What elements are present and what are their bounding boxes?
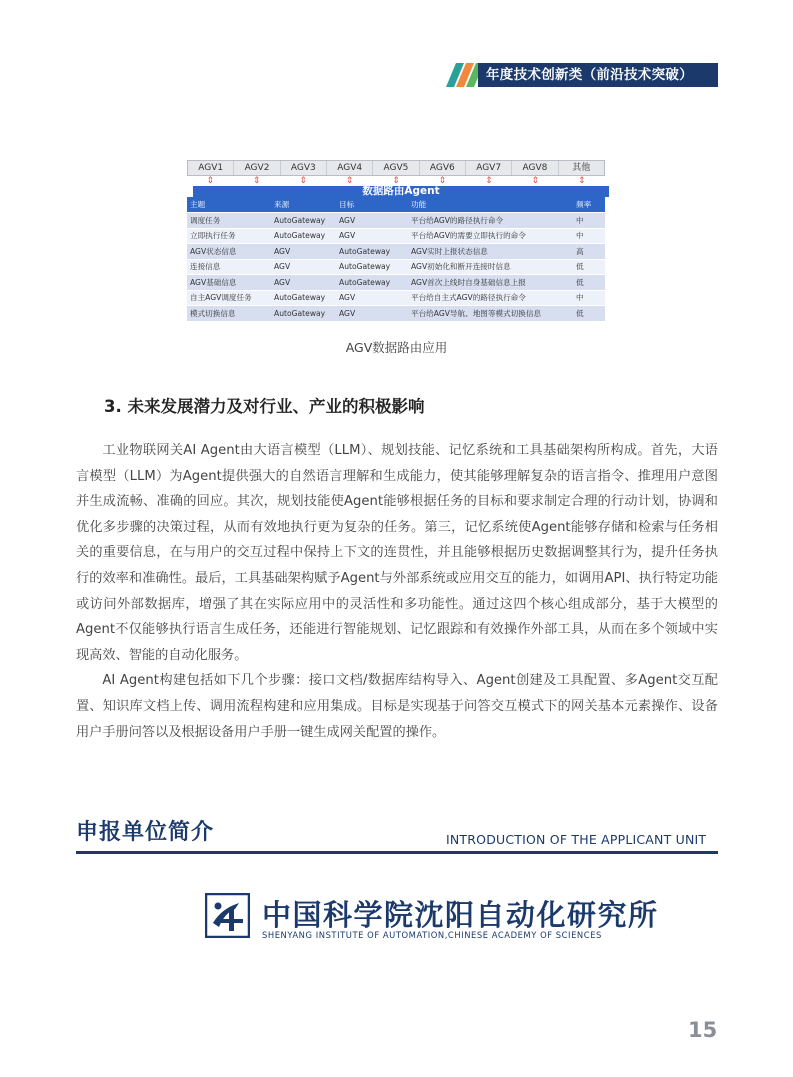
agv-label: AGV3 — [281, 161, 327, 175]
table-row — [187, 306, 605, 322]
sia-logo-icon — [205, 893, 250, 938]
bidirectional-arrow-icon: ⇕ — [438, 176, 447, 186]
table-row — [187, 213, 605, 229]
agv-label: AGV6 — [420, 161, 466, 175]
routing-table-body — [187, 213, 605, 322]
bidirectional-arrow-icon: ⇕ — [206, 176, 214, 186]
table-row — [187, 228, 605, 244]
table-cell: AGV状态信息 — [187, 244, 271, 260]
table-cell: AGV — [336, 228, 408, 244]
table-cell: 平台给自主式AGV的路径执行命令 — [408, 290, 573, 306]
table-header-cell: 主题 — [187, 197, 271, 213]
unit-section-title-en: INTRODUCTION OF THE APPLICANT UNIT — [446, 832, 707, 847]
paragraph-1: 工业物联网关AI Agent由大语言模型（LLM）、规划技能、记忆系统和工具基础架构所构成。首先，大语言模型（LLM）为Agent提供强大的自然语言理解和生成能力，使其能够理解复杂的语言指令、推理用户意图并生成流畅、准确的回应。其次，规划技能使Agent能够根据任务的目标和要求制定合理的行动计划，协调和优化多步骤的决策过程，从而有效地执行更为复杂的任务。第三，记忆系统使Agent能够存储和检索与任务相关的重要信息，在与用户的交互过程中保持上下文的连贯性，并且能够根据历史数据调整其行为，提升任务执行的效率和准确性。最后，工具基础架构赋予Agent与外部系统或应用交互的能力，如调用API、执行特定功能或访问外部数据库，增强了其在实际应用中的灵活性和多功能性。通过这四个核心组成部分，基于大模型的Agent不仅能够执行语言生成任务，还能进行智能规划、记忆跟踪和有效操作外部工具，从而在多个领域中实现高效、智能的自动化服务。 — [76, 443, 718, 663]
table-cell: 模式切换信息 — [187, 306, 271, 322]
table-cell: AGV首次上线时自身基础信息上报 — [408, 275, 573, 291]
table-header-cell: 功能 — [408, 197, 573, 213]
unit-section-title: 申报单位简介 — [76, 820, 215, 845]
table-cell: AutoGateway — [336, 259, 408, 275]
agv-label: AGV5 — [373, 161, 419, 175]
institute-name-en: SHENYANG INSTITUTE OF AUTOMATION,CHINESE ACADEMY OF SCIENCES — [262, 930, 602, 940]
table-cell: AGV基础信息 — [187, 275, 271, 291]
table-header-cell: 频率 — [573, 197, 605, 213]
bidirectional-arrow-icon: ⇕ — [485, 176, 493, 186]
table-header-cell: 来源 — [271, 197, 336, 213]
bidirectional-arrow-icon: ⇕ — [392, 176, 400, 186]
page-number: 15 — [688, 1018, 718, 1042]
table-cell: 平台给AGV的路径执行命令 — [408, 213, 573, 229]
table-cell: AutoGateway — [336, 244, 408, 260]
table-cell: 中 — [573, 228, 605, 244]
table-cell: AutoGateway — [271, 290, 336, 306]
agv-device-row — [187, 160, 605, 176]
table-cell: 立即执行任务 — [187, 228, 271, 244]
table-cell: AutoGateway — [271, 213, 336, 229]
table-cell: AGV — [271, 244, 336, 260]
agv-routing-figure — [187, 160, 605, 322]
routing-table-header — [187, 197, 605, 213]
table-cell: 平台给AGV导航、地图等模式切换信息 — [408, 306, 573, 322]
table-cell: AGV — [271, 275, 336, 291]
routing-table — [187, 197, 605, 322]
bidirectional-arrow-icon: ⇕ — [252, 176, 261, 186]
agv-label: 其他 — [572, 163, 591, 173]
table-row — [187, 244, 605, 260]
table-cell: 低 — [573, 306, 605, 322]
table-cell: AGV — [336, 213, 408, 229]
bidirectional-arrow-icon: ⇕ — [577, 176, 586, 186]
table-row — [187, 290, 605, 306]
table-cell: 中 — [573, 213, 605, 229]
section-heading: 3. 未来发展潜力及对行业、产业的积极影响 — [104, 397, 425, 416]
table-cell: 平台给AGV的需要立即执行的命令 — [408, 228, 573, 244]
table-row — [187, 275, 605, 291]
agv-label: AGV2 — [234, 161, 280, 175]
table-cell: 自主AGV调度任务 — [187, 290, 271, 306]
table-cell: AGV — [336, 290, 408, 306]
routing-agent-bar: 数据路由Agent — [193, 186, 609, 197]
table-cell: AGV — [271, 259, 336, 275]
unit-divider — [76, 851, 718, 854]
table-cell: AutoGateway — [271, 306, 336, 322]
header-category-title: 年度技术创新类（前沿技术突破） — [478, 63, 718, 87]
figure-caption: AGV数据路由应用 — [345, 340, 448, 355]
agv-label: AGV4 — [327, 161, 373, 175]
table-cell: AutoGateway — [271, 228, 336, 244]
table-cell: AGV初始化和断开连接时信息 — [408, 259, 573, 275]
agv-label: AGV7 — [466, 161, 512, 175]
table-cell: 连接信息 — [187, 259, 271, 275]
table-cell: 调度任务 — [187, 213, 271, 229]
institute-name-cn: 中国科学院沈阳自动化研究所 — [262, 898, 659, 932]
agv-label: AGV1 — [188, 161, 234, 175]
table-cell: 低 — [573, 259, 605, 275]
bidirectional-arrow-icon: ⇕ — [345, 176, 354, 186]
table-cell: 低 — [573, 275, 605, 291]
table-row — [187, 259, 605, 275]
table-header-cell: 目标 — [336, 197, 408, 213]
table-cell: AGV实时上报状态信息 — [408, 244, 573, 260]
table-cell: 高 — [573, 244, 605, 260]
bidirectional-arrow-icon: ⇕ — [299, 176, 307, 186]
table-cell: AutoGateway — [336, 275, 408, 291]
body-text — [76, 438, 718, 745]
agv-label: AGV8 — [512, 161, 558, 175]
table-cell: 中 — [573, 290, 605, 306]
table-cell: AGV — [336, 306, 408, 322]
paragraph-2: AI Agent构建包括如下几个步骤：接口文档/数据库结构导入、Agent创建及工具配置、多Agent交互配置、知识库文档上传、调用流程构建和应用集成。目标是实现基于问答交互模式下的网关基本元素操作、设备用户手册问答以及根据设备用户手册一键生成网关配置的操作。 — [76, 673, 718, 740]
bidirectional-arrow-icon: ⇕ — [531, 176, 540, 186]
